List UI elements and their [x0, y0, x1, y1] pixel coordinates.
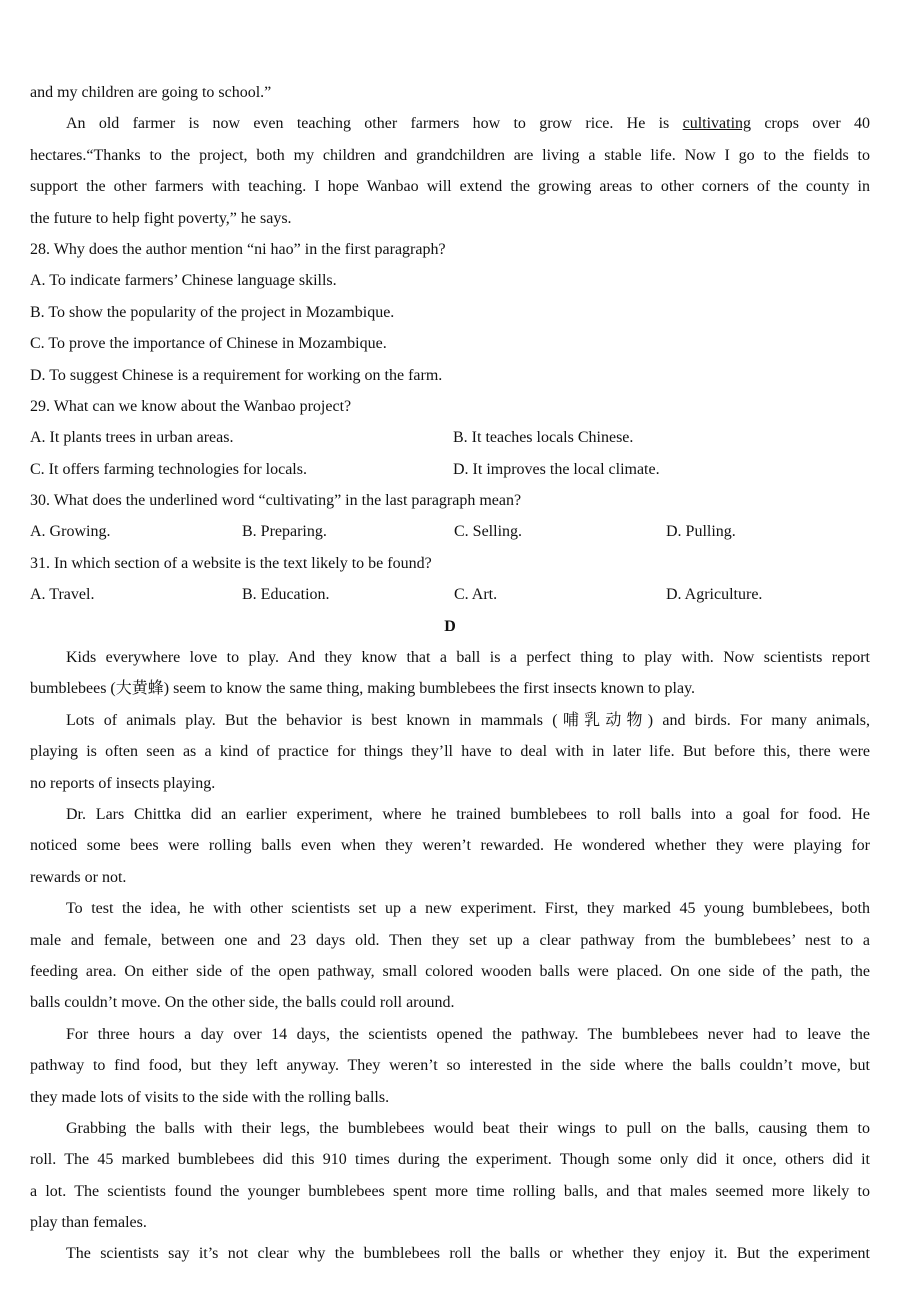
option: A. Growing.: [30, 523, 111, 541]
option: C. To prove the importance of Chinese in Mozambique.: [30, 335, 387, 353]
passage-c-line: support the other farmers with teaching. I hope Wanbao will extend the growing areas to other corners of the county in: [30, 178, 870, 196]
passage-d-line: playing is often seen as a kind of practice for things they’ll have to deal with in later life. But before this, there were: [30, 743, 870, 761]
passage-d-line: Lots of animals play. But the behavior is best known in mammals (哺乳动物) and birds. For many animals,: [66, 711, 870, 729]
passage-c-line: hectares.“Thanks to the project, both my children and grandchildren are living a stable life. Now I go to the fields to: [30, 146, 870, 164]
option-row: [30, 516, 870, 547]
question-stem: 31. In which section of a website is the text likely to be found?: [30, 554, 432, 572]
option: D. To suggest Chinese is a requirement for working on the farm.: [30, 366, 443, 384]
passage-d-line: roll. The 45 marked bumblebees did this 910 times during the experiment. Though some only did it once, others did it: [30, 1151, 870, 1169]
passage-d-line: play than females.: [30, 1214, 147, 1232]
option: A. It plants trees in urban areas.: [30, 429, 234, 447]
question-stem: 28. Why does the author mention “ni hao” in the first paragraph?: [30, 240, 446, 258]
passage-d-line: no reports of insects playing.: [30, 774, 216, 792]
option: D. It improves the local climate.: [453, 460, 660, 478]
option-row: [30, 454, 870, 485]
option: D. Agriculture.: [666, 586, 763, 604]
option: B. Education.: [242, 586, 330, 604]
passage-c-line: and my children are going to school.”: [30, 84, 272, 101]
option: C. It offers farming technologies for locals.: [30, 460, 307, 478]
option-row: [30, 579, 870, 610]
passage-d-line: Kids everywhere love to play. And they know that a ball is a perfect thing to play with. Now scientists report: [66, 649, 870, 667]
passage-d-line: bumblebees (大黄蜂) seem to know the same thing, making bumblebees the first insects known to play.: [30, 680, 696, 698]
option: D. Pulling.: [666, 523, 736, 541]
passage-heading: D: [444, 617, 456, 635]
question-stem: 30. What does the underlined word “cultivating” in the last paragraph mean?: [30, 492, 522, 510]
passage-d-line: noticed some bees were rolling balls even when they weren’t rewarded. He wondered whether they were playing for: [30, 837, 870, 855]
text-span: An old farmer is now even teaching other farmers how to grow rice. He is: [66, 115, 683, 133]
passage-d-line: a lot. The scientists found the younger bumblebees spent more time rolling balls, and that males seemed more likely to: [30, 1182, 870, 1200]
option: A. To indicate farmers’ Chinese language skills.: [30, 272, 337, 290]
passage-c-line: the future to help fight poverty,” he says.: [30, 209, 292, 227]
passage-d-line: pathway to find food, but they left anyway. They weren’t so interested in the side where the balls couldn’t move, but: [30, 1057, 870, 1075]
passage-d-line: Grabbing the balls with their legs, the bumblebees would beat their wings to pull on the balls, causing them to: [66, 1119, 870, 1137]
passage-d-line: feeding area. On either side of the open pathway, small colored wooden balls were placed. On one side of the path, the: [30, 962, 870, 980]
option-row: [30, 422, 870, 453]
passage-d-line: For three hours a day over 14 days, the scientists opened the pathway. The bumblebees never had to leave the: [66, 1025, 870, 1043]
option: B. To show the popularity of the project in Mozambique.: [30, 303, 395, 321]
passage-d-line: rewards or not.: [30, 868, 127, 886]
option: B. Preparing.: [242, 523, 327, 541]
passage-d-line: Dr. Lars Chittka did an earlier experiment, where he trained bumblebees to roll balls into a goal for food. He: [66, 805, 870, 823]
underlined-word: cultivating: [682, 115, 752, 133]
text-span: crops over 40: [751, 115, 870, 133]
passage-d-line: To test the idea, he with other scientists set up a new experiment. First, they marked 45 young bumblebees, both: [66, 900, 870, 918]
passage-d-line: The scientists say it’s not clear why the bumblebees roll the balls or whether they enjoy it. But the experiment: [66, 1245, 870, 1263]
option: C. Selling.: [454, 523, 523, 541]
question-stem: 29. What can we know about the Wanbao project?: [30, 397, 352, 415]
passage-d-line: they made lots of visits to the side with the rolling balls.: [30, 1088, 390, 1106]
passage-d-line: balls couldn’t move. On the other side, the balls could roll around.: [30, 994, 455, 1012]
passage-c-line: [30, 108, 870, 139]
exam-page: [30, 77, 870, 1270]
option: B. It teaches locals Chinese.: [453, 429, 634, 447]
passage-d-line: male and female, between one and 23 days old. Then they set up a clear pathway from the bumblebees’ nest to a: [30, 931, 870, 949]
option: C. Art.: [454, 586, 498, 604]
option: A. Travel.: [30, 586, 95, 604]
